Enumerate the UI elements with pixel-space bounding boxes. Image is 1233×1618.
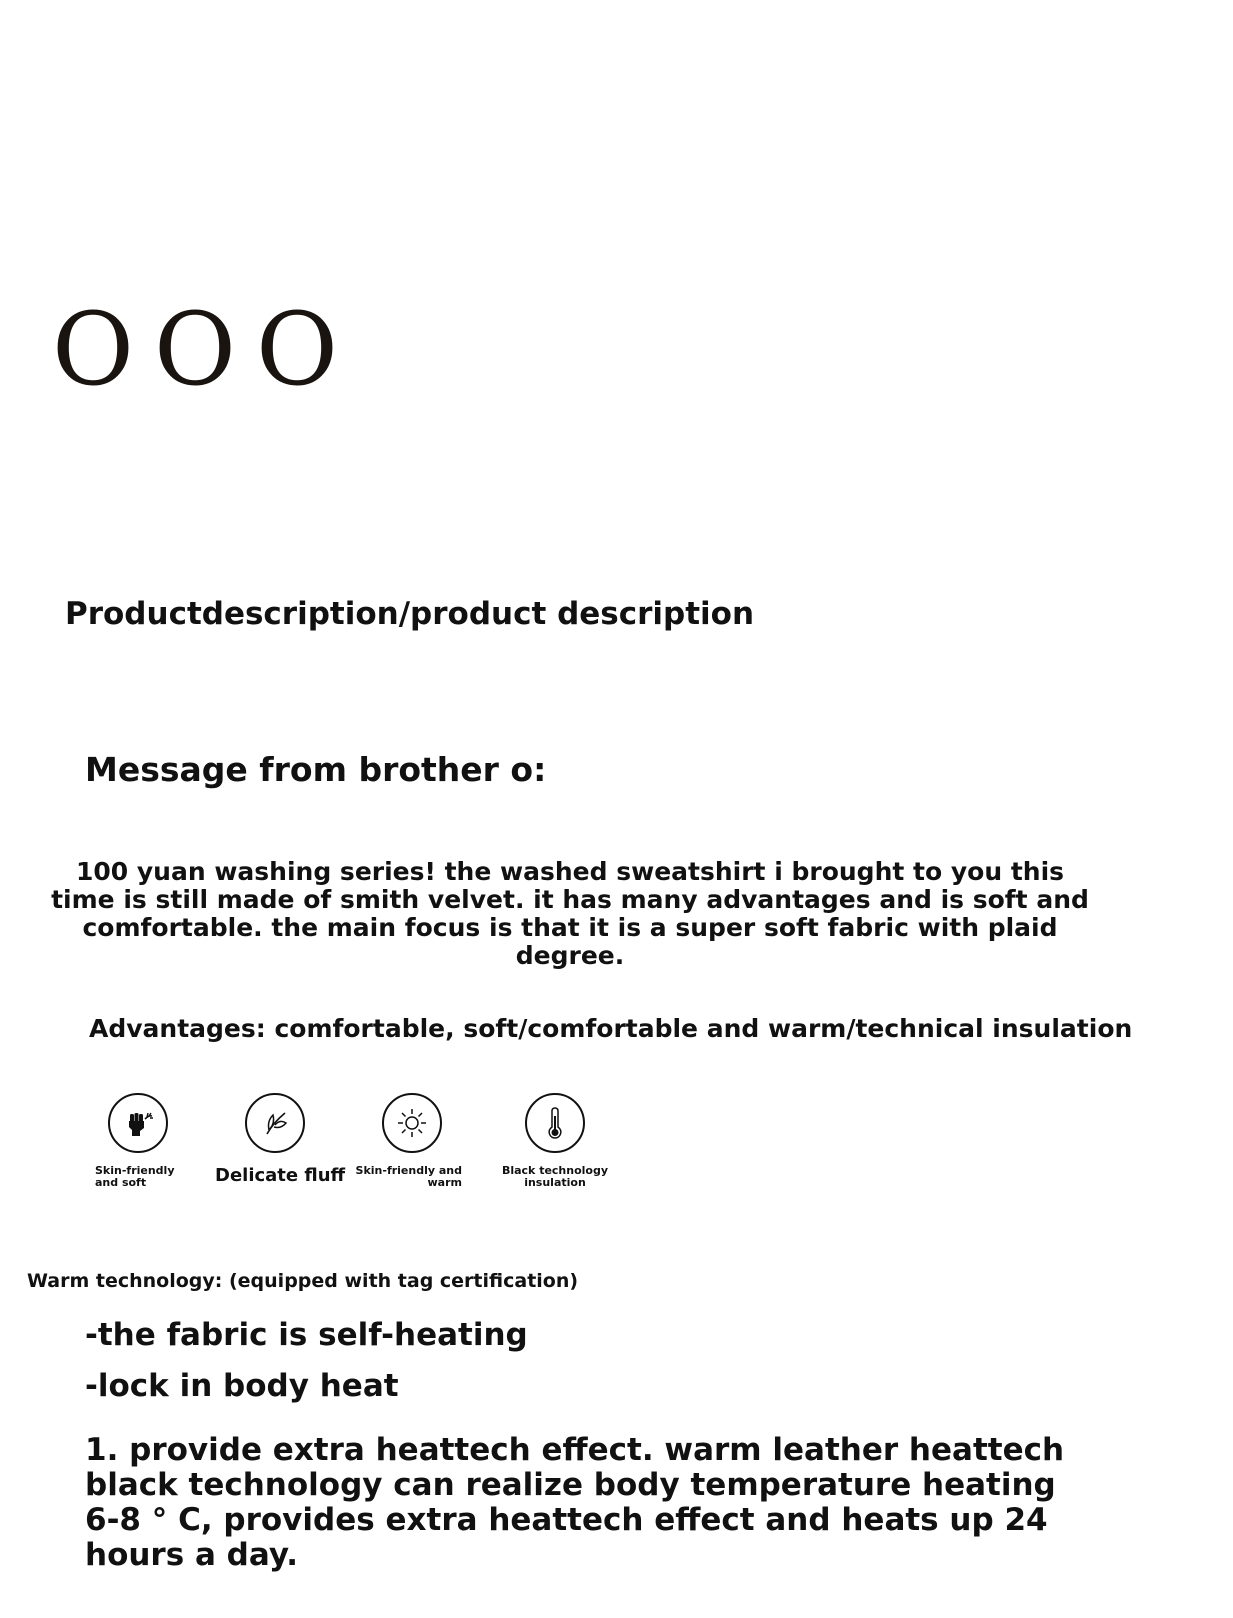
feature-skin-friendly-warm [352, 1093, 472, 1189]
advantages-line: Advantages: comfortable, soft/comfortable and warm/technical insulation [89, 1014, 1133, 1043]
feature-skin-friendly-soft [78, 1093, 198, 1189]
feature-label: Black technology insulation [501, 1164, 609, 1189]
feature-label: Delicate fluff [215, 1165, 346, 1186]
feature-black-technology-insulation [495, 1093, 615, 1189]
brand-logo: OOO [52, 291, 358, 408]
numbered-point: 1. provide extra heattech effect. warm leather heattech black technology can realize body temperature heating 6-8 ° C, provides extra heattech effect and heats up 24 hours a day. [85, 1432, 1065, 1573]
feather-icon [245, 1093, 305, 1153]
message-body: 100 yuan washing series! the washed sweatshirt i brought to you this time is still made of smith velvet. it has many advantages and is soft and comfortable. the main focus is that it is a super soft fabric with plaid degree. [51, 857, 1089, 970]
message-title: Message from brother o: [85, 750, 547, 789]
feature-label: Skin-friendly and warm [355, 1164, 462, 1189]
thermometer-icon [525, 1093, 585, 1153]
warm-technology-heading: Warm technology: (equipped with tag certification) [27, 1270, 579, 1292]
section-title: Productdescription/product description [65, 596, 755, 632]
bullet-item: -the fabric is self-heating [85, 1317, 528, 1353]
feature-label: Skin-friendly and soft [95, 1164, 175, 1189]
feature-delicate-fluff [215, 1093, 346, 1187]
fist-icon [108, 1093, 168, 1153]
bullet-item: -lock in body heat [85, 1368, 399, 1404]
sun-icon [382, 1093, 442, 1153]
